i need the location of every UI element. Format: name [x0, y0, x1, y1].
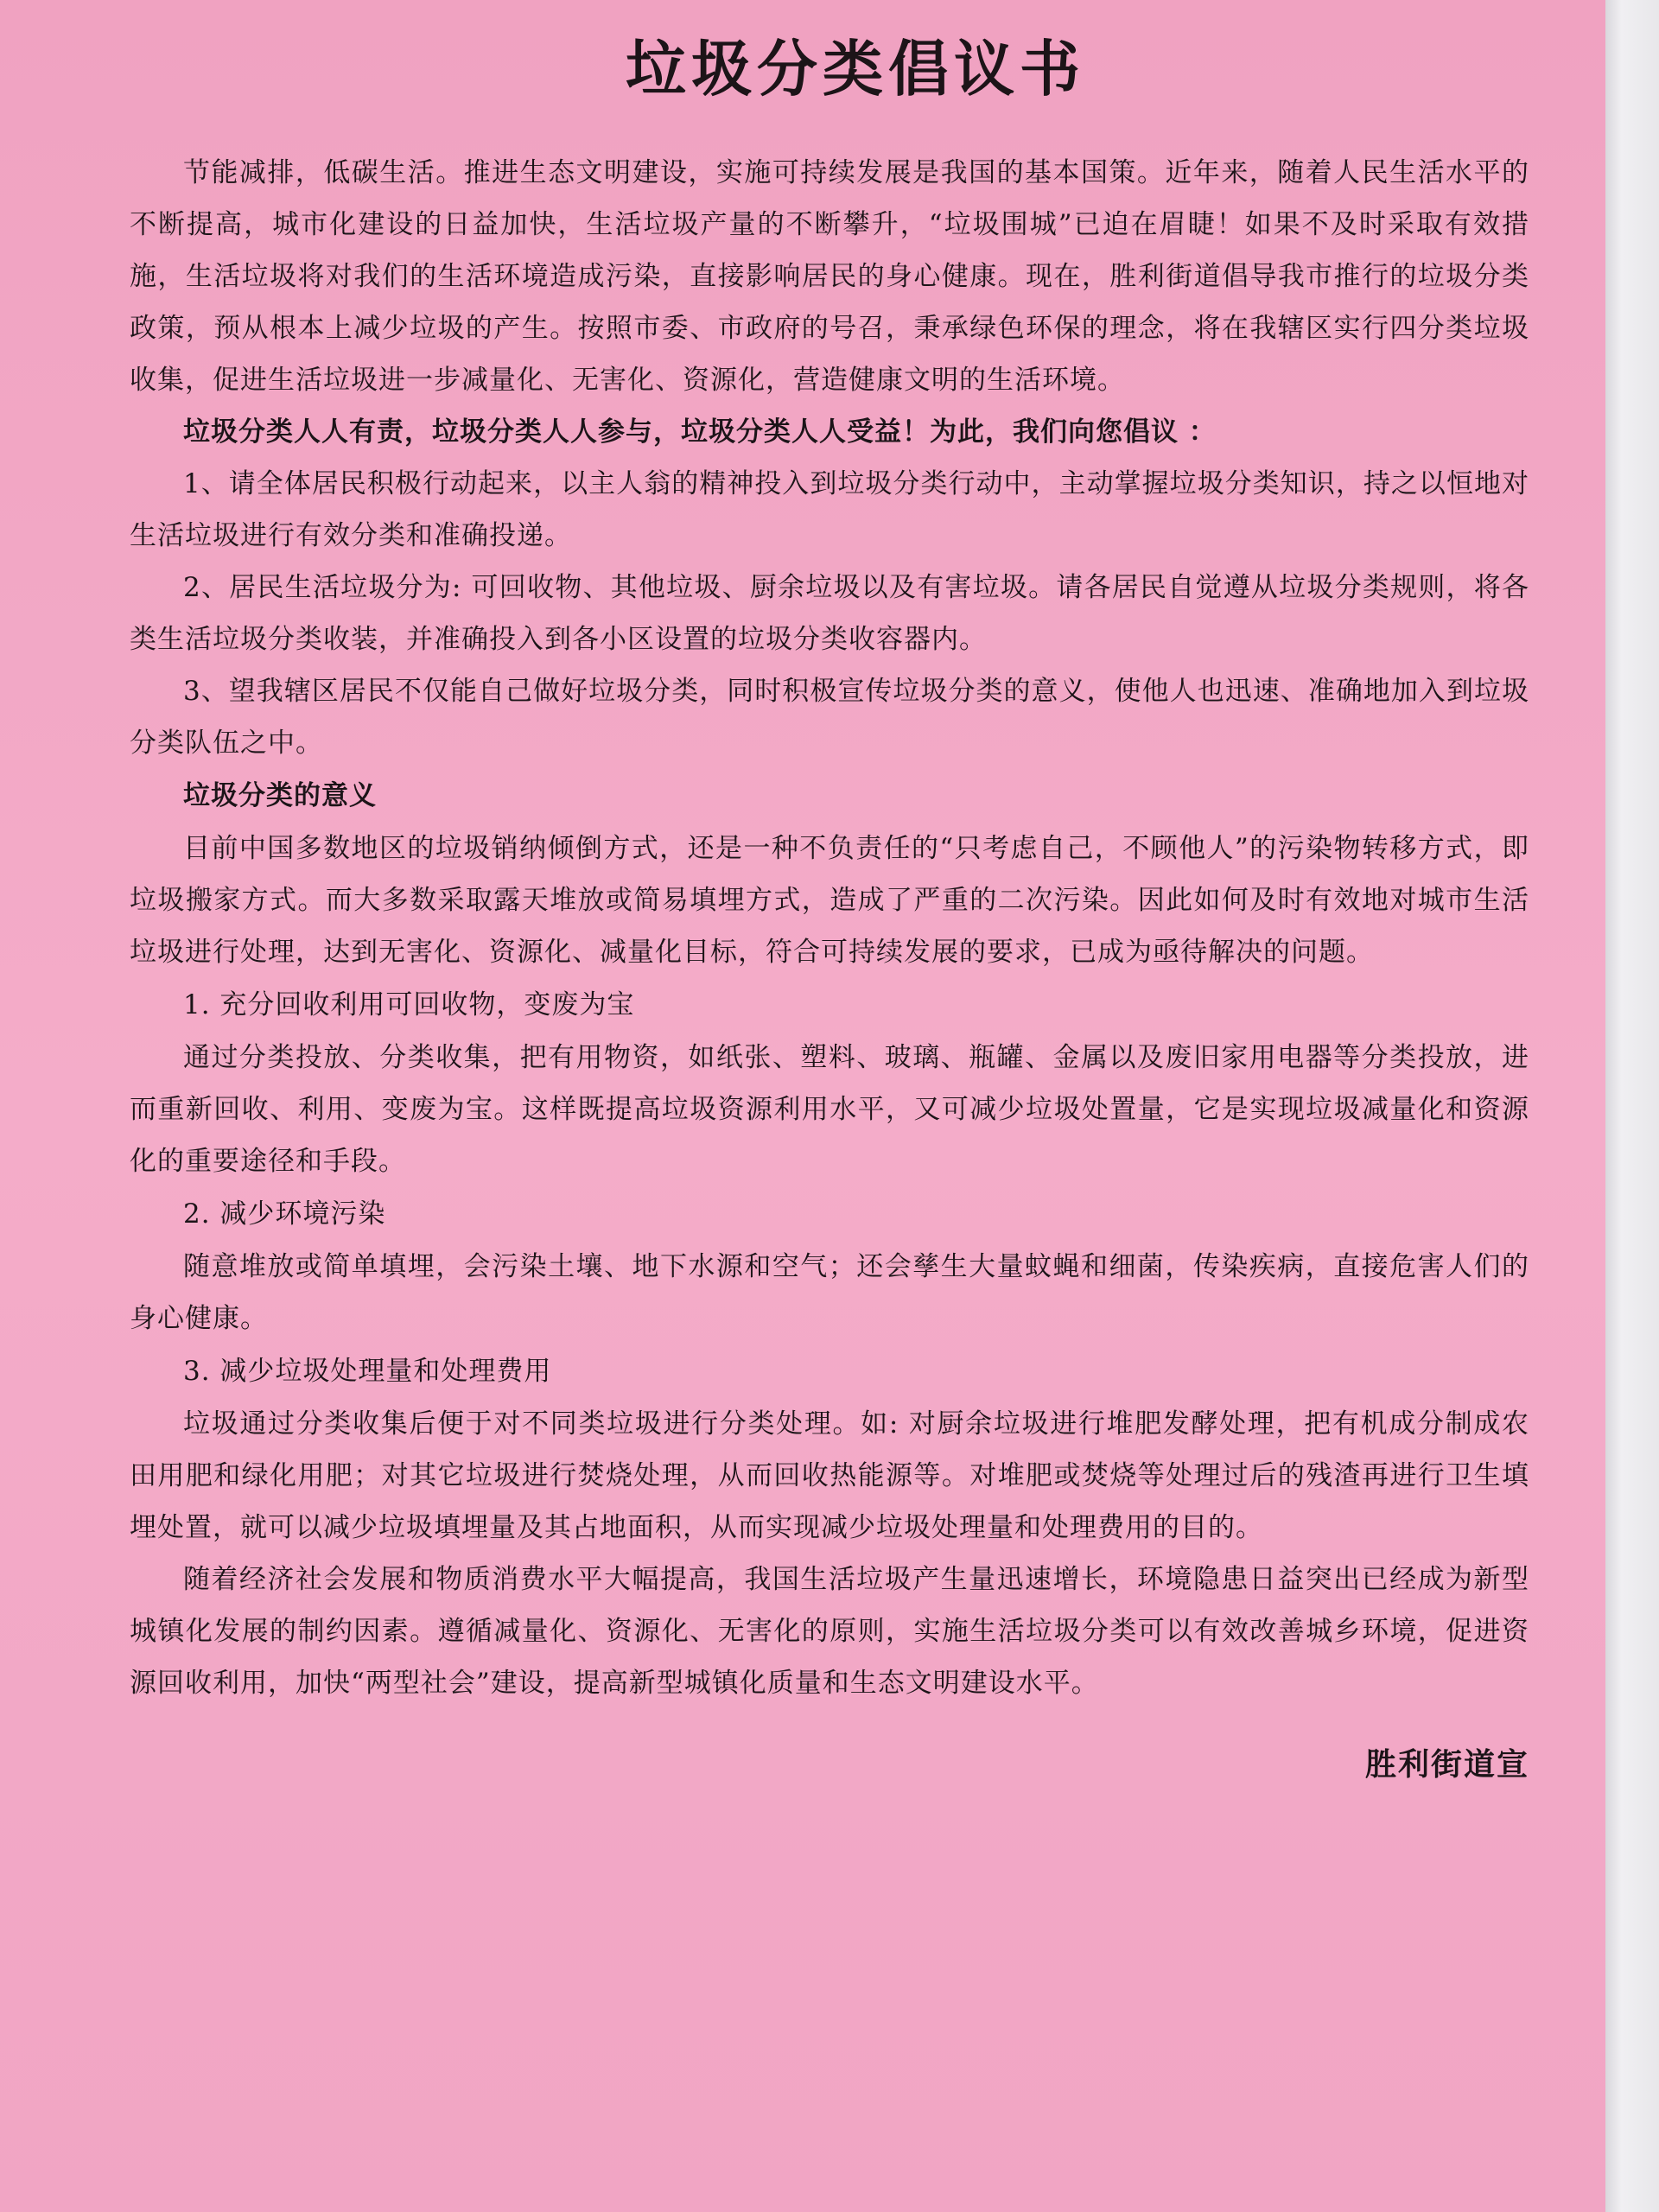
point-1-heading: 1. 充分回收利用可回收物，变废为宝 — [183, 989, 635, 1020]
point-3-heading: 3. 减少垃圾处理量和处理费用 — [183, 1356, 552, 1387]
point-2-body: 随意堆放或简单填埋，会污染土壤、地下水源和空气；还会孳生大量蚊蝇和细菌，传染疾病，直接危害人们的身心健康。 — [130, 1251, 1529, 1334]
conclusion-paragraph: 随着经济社会发展和物质消费水平大幅提高，我国生活垃圾产生量迅速增长，环境隐患日益突出已经成为新型城镇化发展的制约因素。遵循减量化、资源化、无害化的原则，实施生活垃圾分类可以有效改善城乡环境，促进资源回收利用，加快“两型社会”建设，提高新型城镇化质量和生态文明建设水平。 — [130, 1564, 1529, 1699]
proposal-2: 2、居民生活垃圾分为: 可回收物、其他垃圾、厨余垃圾以及有害垃圾。请各居民自觉遵从垃圾分类规则，将各类生活垃圾分类收装，并准确投入到各小区设置的垃圾分类收容器内。 — [130, 572, 1529, 655]
proposal-1: 1、请全体居民积极行动起来，以主人翁的精神投入到垃圾分类行动中，主动掌握垃圾分类知识，持之以恒地对生活垃圾进行有效分类和准确投递。 — [130, 468, 1529, 551]
point-2-heading: 2. 减少环境污染 — [183, 1198, 386, 1230]
document-title: 垃圾分类倡议书 — [626, 34, 1085, 105]
call-heading: 垃圾分类人人有责，垃圾分类人人参与，垃圾分类人人受益！为此，我们向您倡议 ： — [183, 416, 1217, 448]
document-body — [130, 26, 1529, 1783]
proposal-3: 3、望我辖区居民不仅能自己做好垃圾分类，同时积极宣传垃圾分类的意义，使他人也迅速、准确地加入到垃圾分类队伍之中。 — [130, 676, 1529, 759]
signature: 胜利街道宣 — [1364, 1747, 1529, 1783]
significance-intro: 目前中国多数地区的垃圾销纳倾倒方式，还是一种不负责任的“只考虑自己，不顾他人”的污染物转移方式，即垃圾搬家方式。而大多数采取露天堆放或简易填埋方式，造成了严重的二次污染。因此如何及时有效地对城市生活垃圾进行处理，达到无害化、资源化、减量化目标，符合可持续发展的要求，已成为亟待解决的问题。 — [130, 833, 1529, 968]
page-edge-background — [1605, 0, 1659, 2212]
point-1-body: 通过分类投放、分类收集，把有用物资，如纸张、塑料、玻璃、瓶罐、金属以及废旧家用电器等分类投放，进而重新回收、利用、变废为宝。这样既提高垃圾资源利用水平，又可减少垃圾处置量，它是实现垃圾减量化和资源化的重要途径和手段。 — [130, 1042, 1529, 1177]
point-3-body: 垃圾通过分类收集后便于对不同类垃圾进行分类处理。如: 对厨余垃圾进行堆肥发酵处理，把有机成分制成农田用肥和绿化用肥；对其它垃圾进行焚烧处理，从而回收热能源等。对堆肥或焚烧等处理过后的残渣再进行卫生填埋处置，就可以减少垃圾填埋量及其占地面积，从而实现减少垃圾处理量和处理费用的目的。 — [130, 1408, 1529, 1543]
intro-paragraph: 节能减排，低碳生活。推进生态文明建设，实施可持续发展是我国的基本国策。近年来，随着人民生活水平的不断提高，城市化建设的日益加快，生活垃圾产量的不断攀升，“垃圾围城”已迫在眉睫！如果不及时采取有效措施，生活垃圾将对我们的生活环境造成污染，直接影响居民的身心健康。现在，胜利街道倡导我市推行的垃圾分类政策，预从根本上减少垃圾的产生。按照市委、市政府的号召，秉承绿色环保的理念，将在我辖区实行四分类垃圾收集，促进生活垃圾进一步减量化、无害化、资源化，营造健康文明的生活环境。 — [130, 157, 1529, 396]
significance-heading: 垃圾分类的意义 — [183, 780, 377, 811]
